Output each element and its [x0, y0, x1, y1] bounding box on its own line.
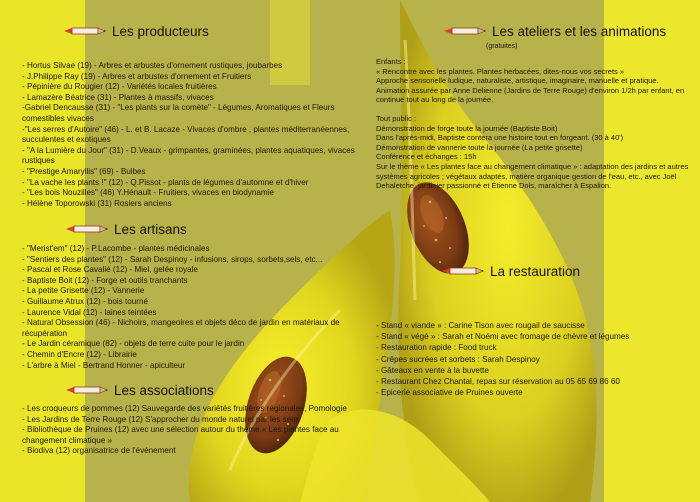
associations-section: [22, 381, 367, 457]
restauration-heading: [442, 262, 696, 280]
restauration-title: La restauration: [490, 263, 581, 279]
list-item: - Les croqueurs de pommes (12) Sauvegarde des variétés fruitières régionales, Pomologie: [22, 404, 347, 413]
list-item: - Restaurant Chez Chantal, repas sur réservation au 05 65 69 86 60: [376, 377, 620, 387]
tout-public-line: Démonstration de vannerie toute la journée (La petite grisette): [376, 142, 583, 152]
restauration-list: [376, 320, 696, 398]
enfants-heading: Enfants :: [376, 57, 406, 66]
list-item: - La petite Grisette (12) - Vannerie: [22, 286, 145, 296]
list-item: -Gabriel Dencausse (31) - "Les plants sur la comète" - Légumes, Aromatiques et Fleurs comestibles vivaces: [22, 103, 335, 123]
pencil-icon: [442, 265, 484, 277]
list-item: - Lamazère Béatrice (31) - Plantes à massifs, vivaces: [22, 92, 214, 102]
producteurs-heading: [64, 22, 357, 40]
list-item: - Guillaume Atrux (12) - bois tourné: [22, 296, 148, 306]
pencil-icon: [66, 223, 108, 235]
list-item: -"Les serres d'Autoire" (46) - L. et B. Lacaze - Vivaces d'ombre , plantes méditerranéennes, succulentes et exotiques: [22, 124, 350, 145]
list-item: - Bibliothèque de Pruines (12) avec une sélection autour du thème « Les plantes face au changement climatique »: [22, 425, 339, 445]
ateliers-title: Les ateliers et les animations: [492, 23, 667, 39]
pencil-icon: [64, 25, 106, 37]
tout-public-line: Démonstration de forge toute la journée (Baptiste Boit): [376, 123, 558, 133]
list-item: - "Sentiers des plantes" (12) - Sarah Despinoy - infusions, sirops, sorbets,sels, etc...: [22, 254, 323, 264]
tout-public-line: Conférence et échanges : 15h: [376, 152, 477, 162]
list-item: - "A la Lumière du Jour" (31) - D.Veaux - grimpantes, graminées, plantes aquatiques, vivaces rustiques: [22, 145, 355, 166]
list-item: - Natural Obsession (46) - Nichoirs, mangeoires et objets déco de jardin en matériaux de récupération: [22, 318, 340, 338]
enfants-line: Animation assurée par Anne Delienne (Jardins de Terre Rouge) d'environ 1/2h par enfant, en continue tout au long de la journée.: [376, 85, 685, 105]
list-item: - Pépinière du Rougier (12) - Variétés locales fruitières: [22, 82, 217, 92]
list-item: - Hortus Silvae (19) - Arbres et arbustes d'ornement rustiques, joubarbes: [22, 61, 283, 70]
list-item: - L'arbre à Miel - Bertrand Honner - apiculteur: [22, 360, 186, 370]
list-item: - Epicerie associative de Pruines ouverte: [376, 388, 523, 398]
artisans-list: [22, 244, 357, 371]
list-item: - "Merist'em" (12) - P.Lacombe - plantes médicinales: [22, 244, 210, 253]
enfants-line: Approche sensorielle ludique, naturaliste, artistique, imaginaire, manuelle et pratique.: [376, 76, 659, 86]
list-item: - Laurence Vidal (12) - laines teintées: [22, 307, 157, 317]
list-item: - Gâteaux en vente à la buvette: [376, 365, 489, 375]
tout-public-line: Sur le thème « Les plantes face au changement climatique » : adaptation des jardins et autres systèmes agricoles ; végétaux adaptés, matière organique gestion de l'eau, etc., avec Joël Dehaletche, jardinier passionné et Étienne Dols, maraîcher à Espalion.: [376, 161, 689, 191]
restauration-section: [376, 262, 696, 398]
list-item: - J.Philippe Ray (19) - Arbres et arbustes d'ornement et Fruitiers: [22, 71, 252, 81]
list-item: - Crêpes sucrées et sorbets : Sarah Despinoy: [376, 354, 540, 364]
list-item: - Stand « viande » : Carine Tison avec rougail de saucisse: [376, 321, 585, 330]
producteurs-section: [22, 22, 357, 209]
list-item: - Chemin d'Encre (12) - Librairie: [22, 349, 137, 359]
pencil-icon: [66, 384, 108, 396]
producteurs-list: [22, 61, 357, 209]
associations-title: Les associations: [114, 382, 214, 398]
tout-public-heading: Tout public :: [376, 113, 417, 123]
enfants-line: « Rencontre avec les plantes. Plantes herbacées, dites-nous vos secrets »: [376, 66, 625, 76]
list-item: - Le Jardin céramique (82) - objets de terre cuite pour le jardin: [22, 339, 245, 349]
list-item: - Baptiste Boit (12) - Forge et outils tranchants: [22, 275, 188, 285]
enfants-block: [376, 57, 696, 191]
list-item: - "Les bois Nouzilles" (46) Y.Hénault - Fruitiers, vivaces en biodynamie: [22, 188, 274, 198]
artisans-title: Les artisans: [114, 221, 187, 237]
associations-heading: [66, 381, 367, 399]
list-item: - Stand « végé » : Sarah et Noémi avec fromage de chèvre et légumes: [376, 332, 630, 342]
ateliers-section: [376, 22, 696, 191]
ateliers-subtitle: (gratuites): [486, 43, 518, 50]
pencil-icon: [444, 25, 486, 37]
producteurs-title: Les producteurs: [112, 23, 209, 39]
artisans-heading: [66, 220, 357, 238]
list-item: - Les Jardins de Terre Rouge (12) S'approcher du monde naturel par les sens: [22, 414, 300, 424]
list-item: - "La vache les plants !" (12) - Q.Pissot - plants de légumes d'automne et d'hiver: [22, 177, 309, 187]
associations-list: [22, 404, 367, 457]
list-item: - Biodiva (12) organisatrice de l'événement: [22, 446, 176, 456]
list-item: - Pascal et Rose Cavalié (12) - Miel, gelée royale: [22, 265, 198, 275]
artisans-section: [22, 220, 357, 371]
tout-public-line: Dans l'après-midi, Baptiste contera une histoire tout en forgeant. (30 à 40'): [376, 133, 624, 143]
ateliers-heading: [444, 22, 696, 40]
list-item: - "Prestige Amaryllis" (69) - Bulbes: [22, 166, 146, 176]
list-item: - Hélène Toporowski (31) Rosiers anciens: [22, 198, 172, 208]
list-item: - Restauration rapide : Food truck: [376, 343, 497, 353]
